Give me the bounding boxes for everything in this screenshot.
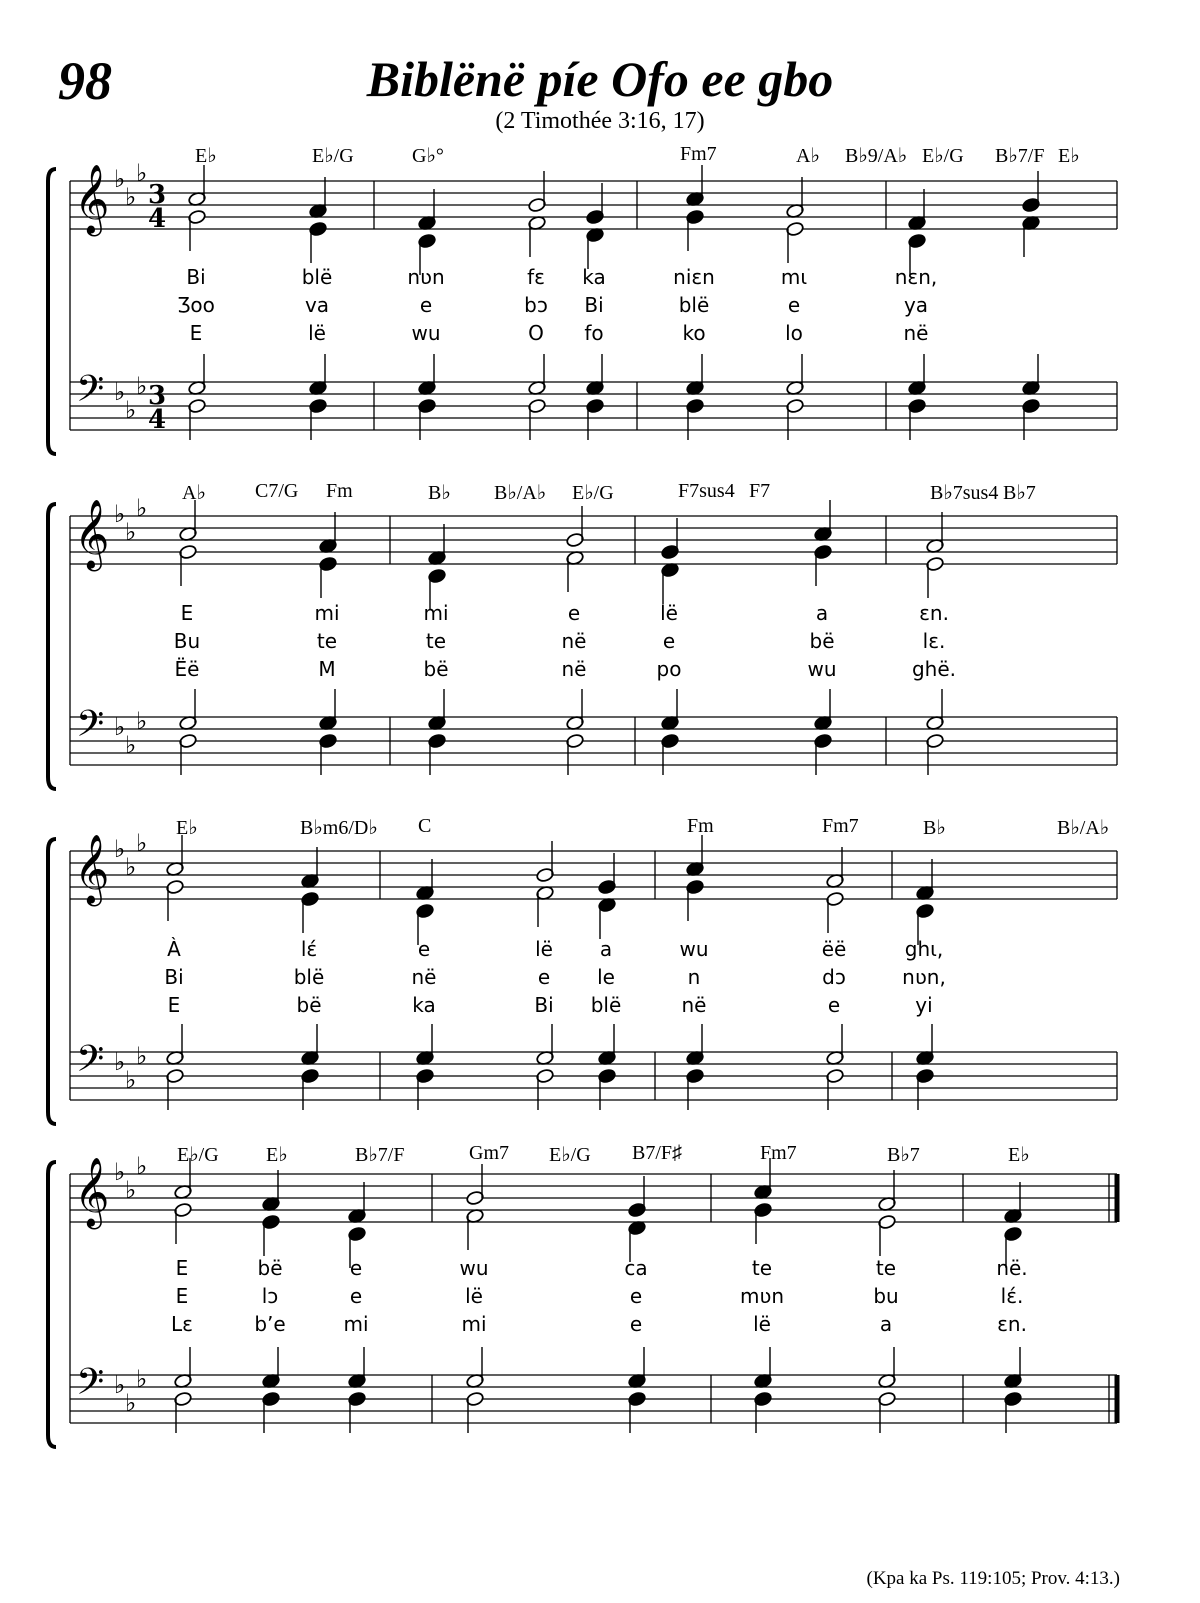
- lyric-verse-1: À: [167, 937, 181, 961]
- chord-symbol: B7/F♯: [632, 1142, 683, 1164]
- flat-icon: ♭: [114, 835, 126, 863]
- chord-symbol: Fm7: [822, 815, 859, 837]
- lyric-verse-3: lo: [785, 321, 803, 345]
- hymn-subtitle: (2 Timothée 3:16, 17): [495, 108, 705, 134]
- lyric-verse-1: te: [751, 1256, 773, 1280]
- bass-clef-icon: 𝄢: [76, 703, 105, 754]
- flat-icon: ♭: [136, 1365, 148, 1393]
- lyric-verse-3: fo: [584, 321, 604, 345]
- lyric-verse-1: ɛn.: [919, 601, 949, 625]
- lyric-verse-3: wu: [807, 657, 837, 681]
- lyric-verse-2: lɛ.: [922, 629, 946, 653]
- flat-icon: ♭: [136, 494, 148, 522]
- lyric-verse-2: në: [561, 629, 587, 653]
- lyric-verse-3: Bi: [534, 993, 554, 1017]
- bass-clef-icon: 𝄢: [76, 1361, 105, 1412]
- chord-symbol: E♭/G: [177, 1144, 219, 1166]
- lyric-verse-2: lɔ: [261, 1284, 279, 1308]
- lyric-verse-3: mi: [343, 1312, 369, 1336]
- chord-symbol: B♭9/A♭: [845, 145, 908, 167]
- chord-symbol: B♭7: [887, 1144, 920, 1166]
- lyric-verse-1: nɛn,: [894, 265, 938, 289]
- flat-icon: ♭: [136, 1042, 148, 1070]
- flat-icon: ♭: [125, 396, 137, 424]
- chord-symbol: E♭: [266, 1144, 288, 1166]
- bass-clef-icon: 𝄢: [76, 368, 105, 419]
- chord-symbol: C: [418, 815, 432, 837]
- lyric-verse-2: va: [304, 293, 330, 317]
- chord-symbol: Fm: [687, 815, 714, 837]
- lyric-verse-3: bë: [296, 993, 322, 1017]
- lyric-verse-2: te: [316, 629, 338, 653]
- treble-clef-icon: 𝄞: [74, 499, 110, 569]
- lyric-verse-1: wu: [679, 937, 709, 961]
- lyric-verse-1: bë: [257, 1256, 283, 1280]
- chord-symbol: A♭: [182, 482, 206, 504]
- lyric-verse-2: bɔ: [524, 293, 548, 317]
- flat-icon: ♭: [125, 518, 137, 546]
- chord-symbol: Fm7: [680, 143, 717, 165]
- lyric-verse-1: fɛ: [527, 265, 545, 289]
- flat-icon: ♭: [125, 1066, 137, 1094]
- lyric-verse-3: e: [827, 993, 841, 1017]
- lyric-verse-1: lë: [660, 601, 678, 625]
- lyric-verse-1: wu: [459, 1256, 489, 1280]
- chord-symbol: G♭°: [412, 145, 444, 167]
- lyric-verse-1: e: [567, 601, 581, 625]
- flat-icon: ♭: [125, 1389, 137, 1417]
- lyric-verse-2: bë: [809, 629, 835, 653]
- lyric-verse-3: në: [681, 993, 707, 1017]
- lyric-verse-2: lɛ́.: [1000, 1284, 1024, 1308]
- lyric-verse-1: mɩ: [780, 265, 808, 289]
- chord-symbol: E♭: [176, 817, 198, 839]
- flat-icon: ♭: [136, 372, 148, 400]
- lyric-verse-2: bu: [873, 1284, 899, 1308]
- flat-icon: ♭: [136, 1152, 148, 1180]
- lyric-verse-2: e: [349, 1284, 363, 1308]
- lyric-verse-2: në: [411, 965, 437, 989]
- lyric-verse-3: E: [189, 321, 203, 345]
- chord-symbol: E♭/G: [549, 1144, 591, 1166]
- lyric-verse-1: ca: [624, 1256, 648, 1280]
- lyric-verse-3: e: [629, 1312, 643, 1336]
- chord-symbol: E♭/G: [922, 145, 964, 167]
- lyric-verse-1: e: [349, 1256, 363, 1280]
- chord-symbol: A♭: [796, 145, 820, 167]
- lyric-verse-3: yi: [915, 993, 933, 1017]
- chord-symbol: E♭/G: [572, 482, 614, 504]
- lyric-verse-2: Bi: [164, 965, 184, 989]
- lyric-verse-3: ghë.: [911, 657, 957, 681]
- lyric-verse-3: b’e: [254, 1312, 286, 1336]
- flat-icon: ♭: [114, 378, 126, 406]
- lyric-verse-1: E: [180, 601, 194, 625]
- lyric-verse-3: lë: [308, 321, 326, 345]
- lyric-verse-2: te: [425, 629, 447, 653]
- lyric-verse-1: ka: [582, 265, 606, 289]
- lyric-verse-1: blë: [301, 265, 333, 289]
- lyric-verse-1: ghɩ,: [904, 937, 944, 961]
- time-signature-bottom: 4: [148, 204, 167, 234]
- lyric-verse-2: e: [662, 629, 676, 653]
- lyric-verse-2: e: [419, 293, 433, 317]
- lyric-verse-2: le: [597, 965, 615, 989]
- treble-clef-icon: 𝄞: [74, 834, 110, 904]
- time-signature-bottom: 4: [148, 405, 167, 435]
- chord-symbol: B♭: [428, 482, 451, 504]
- chord-symbol: C7/G: [255, 480, 299, 502]
- flat-icon: ♭: [125, 731, 137, 759]
- lyric-verse-1: E: [175, 1256, 189, 1280]
- treble-clef-icon: 𝄞: [74, 1157, 110, 1227]
- lyric-verse-3: ka: [412, 993, 436, 1017]
- lyric-verse-2: blë: [293, 965, 325, 989]
- lyric-verse-3: po: [656, 657, 682, 681]
- lyric-verse-2: e: [537, 965, 551, 989]
- lyric-verse-2: n: [687, 965, 701, 989]
- flat-icon: ♭: [114, 165, 126, 193]
- flat-icon: ♭: [136, 707, 148, 735]
- chord-symbol: E♭: [1008, 1144, 1030, 1166]
- time-signature-top: 3: [148, 180, 167, 210]
- lyric-verse-3: M: [318, 657, 336, 681]
- lyric-verse-3: në: [903, 321, 929, 345]
- hymn-number: 98: [58, 51, 112, 111]
- chord-symbol: E♭: [195, 145, 217, 167]
- time-signature-top: 3: [148, 381, 167, 411]
- chord-symbol: Fm7: [760, 1142, 797, 1164]
- lyric-verse-3: blë: [590, 993, 622, 1017]
- chord-symbol: B♭/A♭: [494, 482, 547, 504]
- lyric-verse-3: a: [879, 1312, 893, 1336]
- lyric-verse-1: te: [875, 1256, 897, 1280]
- lyric-verse-1: lɛ́: [300, 937, 318, 961]
- lyric-verse-2: lë: [465, 1284, 483, 1308]
- lyric-verse-3: Lɛ: [171, 1312, 193, 1336]
- scripture-reference: (Kpa ka Ps. 119:105; Prov. 4:13.): [866, 1568, 1120, 1589]
- flat-icon: ♭: [125, 183, 137, 211]
- chord-symbol: E♭/G: [312, 145, 354, 167]
- lyric-verse-2: e: [629, 1284, 643, 1308]
- flat-icon: ♭: [136, 159, 148, 187]
- lyric-verse-1: e: [417, 937, 431, 961]
- chord-symbol: F7sus4: [678, 480, 735, 502]
- lyric-verse-2: mʋn: [739, 1284, 785, 1308]
- flat-icon: ♭: [125, 1176, 137, 1204]
- lyric-verse-1: a: [815, 601, 829, 625]
- hymn-title: Biblënë píe Ofo ee gbo: [366, 51, 834, 107]
- flat-icon: ♭: [114, 713, 126, 741]
- chord-symbol: E♭: [1058, 145, 1080, 167]
- flat-icon: ♭: [125, 853, 137, 881]
- lyric-verse-1: ëë: [821, 937, 847, 961]
- lyric-verse-3: mi: [461, 1312, 487, 1336]
- lyric-verse-1: Bi: [186, 265, 206, 289]
- lyric-verse-1: në.: [996, 1256, 1028, 1280]
- flat-icon: ♭: [114, 500, 126, 528]
- chord-symbol: B♭/A♭: [1057, 817, 1110, 839]
- lyric-verse-3: ɛn.: [997, 1312, 1027, 1336]
- lyric-verse-2: e: [787, 293, 801, 317]
- lyric-verse-3: O: [528, 321, 544, 345]
- lyric-verse-3: E: [167, 993, 181, 1017]
- lyric-verse-2: Ʒoo: [177, 293, 215, 317]
- lyric-verse-1: mi: [423, 601, 449, 625]
- flat-icon: ♭: [114, 1158, 126, 1186]
- lyric-verse-1: nʋn: [407, 265, 445, 289]
- lyric-verse-1: a: [599, 937, 613, 961]
- lyric-verse-2: nʋn,: [902, 965, 946, 989]
- chord-symbol: B♭7sus4: [930, 482, 999, 504]
- lyric-verse-2: Bu: [173, 629, 201, 653]
- flat-icon: ♭: [114, 1048, 126, 1076]
- lyric-verse-3: lë: [753, 1312, 771, 1336]
- lyric-verse-2: blë: [678, 293, 710, 317]
- lyric-verse-1: niɛn: [673, 265, 715, 289]
- bass-clef-icon: 𝄢: [76, 1038, 105, 1089]
- chord-symbol: B♭7: [1003, 482, 1036, 504]
- chord-symbol: Fm: [326, 480, 353, 502]
- chord-symbol: B♭7/F: [995, 145, 1045, 167]
- chord-symbol: Gm7: [469, 1142, 509, 1164]
- lyric-verse-1: lë: [535, 937, 553, 961]
- treble-clef-icon: 𝄞: [74, 164, 110, 234]
- lyric-verse-3: ko: [682, 321, 706, 345]
- chord-symbol: B♭: [923, 817, 946, 839]
- lyric-verse-2: ya: [903, 293, 929, 317]
- chord-symbol: B♭7/F: [355, 1144, 405, 1166]
- flat-icon: ♭: [136, 829, 148, 857]
- lyric-verse-3: në: [561, 657, 587, 681]
- lyric-verse-2: Bi: [584, 293, 604, 317]
- lyric-verse-3: wu: [411, 321, 441, 345]
- lyric-verse-1: mi: [314, 601, 340, 625]
- lyric-verse-2: E: [175, 1284, 189, 1308]
- lyric-verse-3: Ëë: [174, 657, 200, 681]
- chord-symbol: B♭m6/D♭: [300, 817, 378, 839]
- lyric-verse-2: dɔ: [822, 965, 846, 989]
- flat-icon: ♭: [114, 1371, 126, 1399]
- lyric-verse-3: bë: [423, 657, 449, 681]
- chord-symbol: F7: [749, 480, 771, 502]
